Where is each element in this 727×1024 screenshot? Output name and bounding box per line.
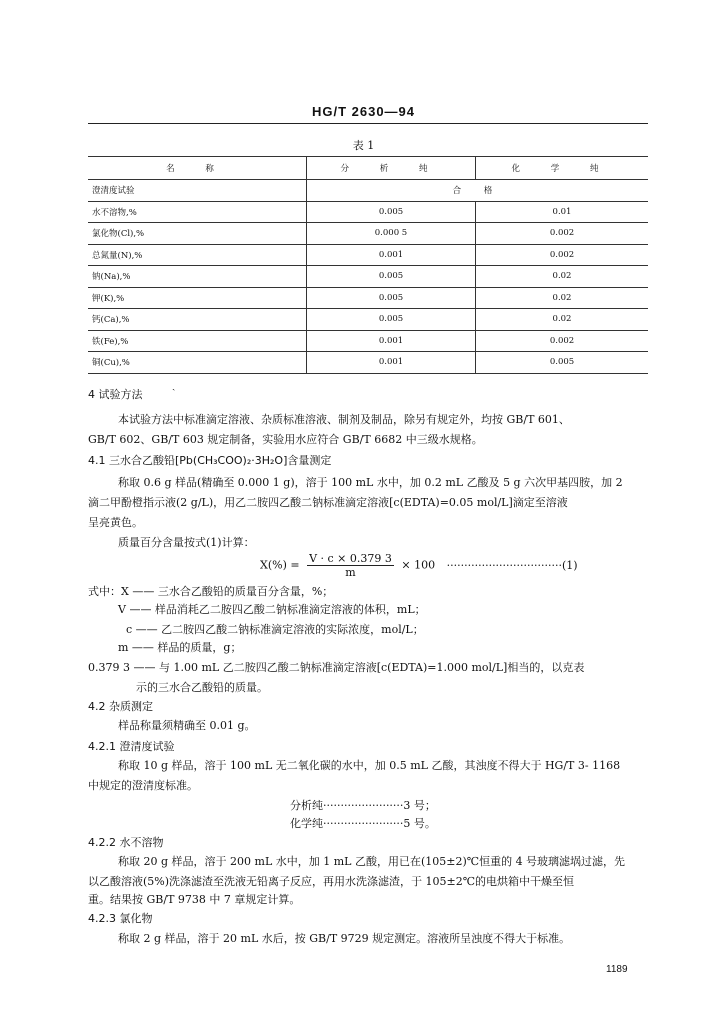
section-4-2-1-heading: 4.2.1 澄清度试验 bbox=[88, 740, 175, 753]
row-name: 钾(K),% bbox=[88, 287, 307, 309]
row-name: 铁(Fe),% bbox=[88, 330, 307, 352]
formula-lhs: X(%) = bbox=[260, 558, 300, 572]
chemical-grade-value: 0.002 bbox=[476, 223, 649, 245]
column-header-analytical-grade: 分 析 纯 bbox=[307, 157, 476, 180]
where-line-2: V —— 样品消耗乙二胺四乙酸二钠标准滴定溶液的体积，mL； bbox=[118, 603, 426, 616]
analytical-grade-value: 0.005 bbox=[307, 201, 476, 223]
table-row bbox=[88, 266, 648, 288]
table-row bbox=[88, 330, 648, 352]
row-name: 水不溶物,% bbox=[88, 201, 307, 223]
table-caption: 表 1 bbox=[352, 139, 375, 152]
where-line-3: c —— 乙二胺四乙酸二钠标准滴定溶液的实际浓度，mol/L； bbox=[126, 623, 424, 636]
chemical-grade-value: 0.02 bbox=[476, 266, 649, 288]
section-4-intro-line-1: 本试验方法中标准滴定溶液、杂质标准溶液、制剂及制品，除另有规定外，均按 GB/T 601、 bbox=[118, 413, 570, 426]
chemical-grade-value: 0.002 bbox=[476, 330, 649, 352]
analytical-grade-value: 0.005 bbox=[307, 287, 476, 309]
s422-paragraph-line-2: 以乙酸溶液(5%)洗涤滤渣至洗液无铅离子反应，再用水洗涤滤渣，于 105±2℃的电烘箱中干燥至恒 bbox=[88, 875, 575, 888]
s421-chemical-grade: 化学纯·······················5 号。 bbox=[290, 817, 436, 830]
calculation-intro: 质量百分含量按式(1)计算： bbox=[118, 536, 255, 549]
analytical-grade-value: 0.000 5 bbox=[307, 223, 476, 245]
table-row bbox=[88, 244, 648, 266]
mark-tick: ˏ bbox=[172, 380, 176, 391]
table-row bbox=[88, 352, 648, 374]
s421-analytical-grade: 分析纯·······················3 号； bbox=[290, 799, 436, 812]
analytical-grade-value: 0.001 bbox=[307, 352, 476, 374]
s423-paragraph: 称取 2 g 样品，溶于 20 mL 水后，按 GB/T 9729 规定测定。溶液所呈浊度不得大于标准。 bbox=[118, 932, 571, 945]
table-row bbox=[88, 287, 648, 309]
chemical-grade-value: 0.02 bbox=[476, 287, 649, 309]
section-4-2-2-heading: 4.2.2 水不溶物 bbox=[88, 836, 164, 849]
s421-paragraph-line-1: 称取 10 g 样品，溶于 100 mL 无二氧化碳的水中，加 0.5 mL 乙酸，其浊度不得大于 HG/T 3- 1168 bbox=[118, 759, 621, 772]
column-header-name: 名 称 bbox=[88, 157, 307, 180]
s41-paragraph-line-3: 呈亮黄色。 bbox=[88, 516, 143, 529]
row-name: 钙(Ca),% bbox=[88, 309, 307, 331]
table-row bbox=[88, 309, 648, 331]
row-name: 钠(Na),% bbox=[88, 266, 307, 288]
table-row bbox=[88, 223, 648, 245]
s421-paragraph-line-2: 中规定的澄清度标准。 bbox=[88, 779, 198, 792]
table-header-row bbox=[88, 157, 648, 180]
chemical-grade-value: 0.002 bbox=[476, 244, 649, 266]
where-line-4: m —— 样品的质量，g； bbox=[118, 641, 242, 654]
specification-table bbox=[88, 156, 648, 374]
header-rule bbox=[88, 123, 648, 124]
section-4-2-heading: 4.2 杂质测定 bbox=[88, 700, 153, 713]
chemical-grade-value: 0.02 bbox=[476, 309, 649, 331]
section-4-1-heading: 4.1 三水合乙酸铅[Pb(CH₃COO)₂·3H₂O]含量测定 bbox=[88, 454, 332, 467]
section-4-intro-line-2: GB/T 602、GB/T 603 规定制备，实验用水应符合 GB/T 6682 中三级水规格。 bbox=[88, 433, 483, 446]
s41-paragraph-line-2: 滴二甲酚橙指示液(2 g/L)，用乙二胺四乙酸二钠标准滴定溶液[c(EDTA)=0.05 mol/L]滴定至溶液 bbox=[88, 496, 568, 509]
formula-numerator: V · c × 0.379 3 bbox=[309, 552, 392, 565]
row-name: 总氮量(N),% bbox=[88, 244, 307, 266]
row-name: 氯化物(Cl),% bbox=[88, 223, 307, 245]
formula-fraction bbox=[307, 552, 394, 579]
page-header-standard-code: HG/T 2630—94 bbox=[311, 104, 416, 119]
page-number: 1189 bbox=[606, 964, 628, 975]
chemical-grade-value: 0.01 bbox=[476, 201, 649, 223]
s41-paragraph-line-1: 称取 0.6 g 样品(精确至 0.000 1 g)，溶于 100 mL 水中，加 0.2 mL 乙酸及 5 g 六次甲基四胺，加 2 bbox=[118, 476, 623, 489]
s422-paragraph-line-3: 重。结果按 GB/T 9738 中 7 章规定计算。 bbox=[88, 893, 301, 906]
column-header-chemical-grade: 化 学 纯 bbox=[476, 157, 649, 180]
analytical-grade-value: 0.005 bbox=[307, 266, 476, 288]
s422-paragraph-line-1: 称取 20 g 样品，溶于 200 mL 水中，加 1 mL 乙酸，用已在(105±2)℃恒重的 4 号玻璃滤埚过滤，先 bbox=[118, 855, 626, 868]
merged-cell: 合 格 bbox=[307, 180, 649, 202]
s42-paragraph: 样品称量须精确至 0.01 g。 bbox=[118, 719, 256, 732]
section-4-2-3-heading: 4.2.3 氯化物 bbox=[88, 912, 153, 925]
analytical-grade-value: 0.001 bbox=[307, 330, 476, 352]
table-row bbox=[88, 180, 648, 202]
analytical-grade-value: 0.005 bbox=[307, 309, 476, 331]
formula-equation-number: ·································(1) bbox=[446, 558, 578, 572]
section-4-heading: 4 试验方法 bbox=[88, 388, 143, 401]
formula-tail: × 100 bbox=[401, 558, 436, 572]
table-row bbox=[88, 201, 648, 223]
row-name: 澄清度试验 bbox=[88, 180, 307, 202]
analytical-grade-value: 0.001 bbox=[307, 244, 476, 266]
formula-denominator: m bbox=[345, 566, 356, 579]
where-line-5a: 0.379 3 —— 与 1.00 mL 乙二胺四乙酸二钠标准滴定溶液[c(EDTA)=1.000 mol/L]相当的，以克表 bbox=[88, 661, 585, 674]
where-line-5b: 示的三水合乙酸铅的质量。 bbox=[136, 681, 268, 694]
chemical-grade-value: 0.005 bbox=[476, 352, 649, 374]
row-name: 铜(Cu),% bbox=[88, 352, 307, 374]
where-line-1: 式中：X —— 三水合乙酸铅的质量百分含量，%； bbox=[88, 585, 334, 598]
formula-1 bbox=[260, 552, 578, 579]
